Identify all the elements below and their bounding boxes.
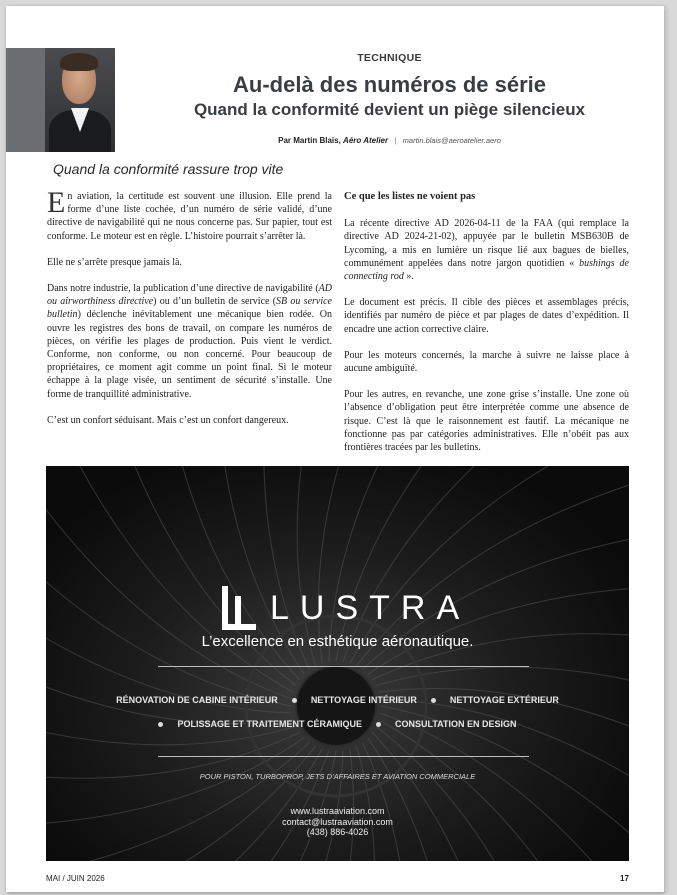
service-item: CONSULTATION EN DESIGN [395, 719, 517, 729]
author-photo [45, 48, 115, 152]
paragraph: En aviation, la certitude est souvent une illusion. Elle prend la forme d’une liste cochée, d’un numéro de série validé, d’une directive de navigabilité qui ne nous concerne pas. Sur papier, tout est conforme. Le moteur est en règle. L’histoire pourrait s’arrêter là. [47, 186, 332, 242]
ad-phone: (438) 886-4026 [306, 827, 369, 837]
paragraph: C’est un confort séduisant. Mais c’est un confort dangereux. [47, 414, 289, 426]
turbine-background [46, 466, 629, 861]
section-kicker: TECHNIQUE [357, 52, 422, 64]
paragraph: Pour les autres, en revanche, une zone grise s’installe. Une zone où l’absence d’obligation peut être interprétée comme une absence de risque. C’est là que le raisonnement est fautif. La mécanique ne fonctionne pas par catégories administratives. Elle n’obéit pas aux frontières tracées par les bulletins. [344, 389, 629, 454]
byline-separator: | [394, 136, 397, 145]
service-item: POLISSAGE ET TRAITEMENT CÉRAMIQUE [177, 719, 362, 729]
turbine-blade [46, 746, 316, 861]
ad-contact [46, 806, 629, 838]
ad-website[interactable]: www.lustraaviation.com [290, 806, 385, 816]
section-heading: Quand la conformité rassure trop vite [53, 161, 284, 177]
ad-note: POUR PISTON, TURBOPROP, JETS D’AFFAIRES ET AVIATION COMMERCIALE [199, 772, 476, 781]
byline-author: Par Martin Blais, [278, 136, 341, 145]
turbine-blade [46, 742, 310, 861]
ad-divider-top [158, 666, 529, 667]
byline-email[interactable]: martin.blais@aeroatelier.aero [402, 136, 501, 145]
ad-tagline: L’excellence en esthétique aéronautique. [201, 633, 474, 650]
byline-org: Aéro Atelier [343, 136, 389, 145]
column-heading: Ce que les listes ne voient pas [344, 191, 476, 202]
advertisement[interactable] [46, 466, 629, 861]
magazine-page [6, 6, 664, 892]
page-number: 17 [620, 874, 629, 883]
article-subtitle: Quand la conformité devient un piège silencieux [193, 100, 586, 119]
turbine-blade [336, 466, 537, 661]
service-item: RÉNOVATION DE CABINE INTÉRIEUR [116, 695, 278, 705]
paragraph: La récente directive AD 2026-04-11 de la FAA (qui remplace la directive AD 2024-21-02), appuyée par le bulletin MSB630B de Lycoming, a mis en lumière un risque lié aux bagues de bielles, communément appelées dans notre jargon quotidien « bushings de connecting rod ». [344, 218, 629, 283]
paragraph: Dans notre industrie, la publication d’une directive de navigabilité (AD ou airworthiness directive) ou d’un bulletin de service (SB ou service bulletin) déclenche inévitablement une mécanique bien rodée. On ouvre les registres des bons de travail, on compare les numéros de pièces, on vérifie les plages de production. Puis vient le verdict. Conforme, non conforme, ou non concerné. Pour beaucoup de propriétaires, ce moment agit comme un point final. Si le moteur échappe à la plage visée, un sentiment de sécurité s’installe. Une forme de tranquillité administrative. [47, 283, 332, 400]
turbine-blade [258, 749, 353, 861]
services-row-2 [46, 719, 629, 729]
paragraph: Elle ne s’arrête presque jamais là. [47, 256, 182, 268]
turbine-blade [376, 667, 629, 718]
left-column [47, 186, 332, 440]
service-item: NETTOYAGE INTÉRIEUR [310, 695, 417, 705]
ad-divider-bottom [158, 756, 529, 757]
services-row-1 [46, 695, 629, 705]
issue-date: MAI / JUIN 2026 [46, 874, 105, 883]
brand-name: LUSTRA [270, 588, 471, 627]
turbine-blade [372, 732, 515, 861]
turbine-blade [381, 706, 629, 861]
right-column [344, 190, 629, 467]
turbine-blade [48, 466, 294, 692]
ad-email[interactable]: contact@lustraaviation.com [282, 816, 393, 827]
turbine-blade [379, 720, 625, 861]
header-accent-band [6, 48, 46, 152]
turbine-blade [376, 726, 573, 861]
lustra-logo-mark [222, 586, 256, 630]
lustra-logo [222, 586, 470, 630]
article-title: Au-delà des numéros de série [233, 72, 546, 97]
paragraph: Pour les moteurs concernés, la marche à suivre ne laisse place à aucune ambiguïté. [344, 349, 629, 375]
paragraph: Le document est précis. Il cible des pièces et assemblages précis, identifiés par numéro de pièce et par plages de dates d’expédition. Il encadre une action corrective claire. [344, 297, 629, 335]
turbine-blade [46, 749, 322, 861]
turbine-blade [380, 713, 629, 861]
page-edge [664, 8, 669, 891]
service-item: NETTOYAGE EXTÉRIEUR [449, 695, 559, 705]
byline [115, 136, 664, 145]
dropcap: E [47, 186, 66, 219]
turbine-blade [324, 746, 375, 861]
